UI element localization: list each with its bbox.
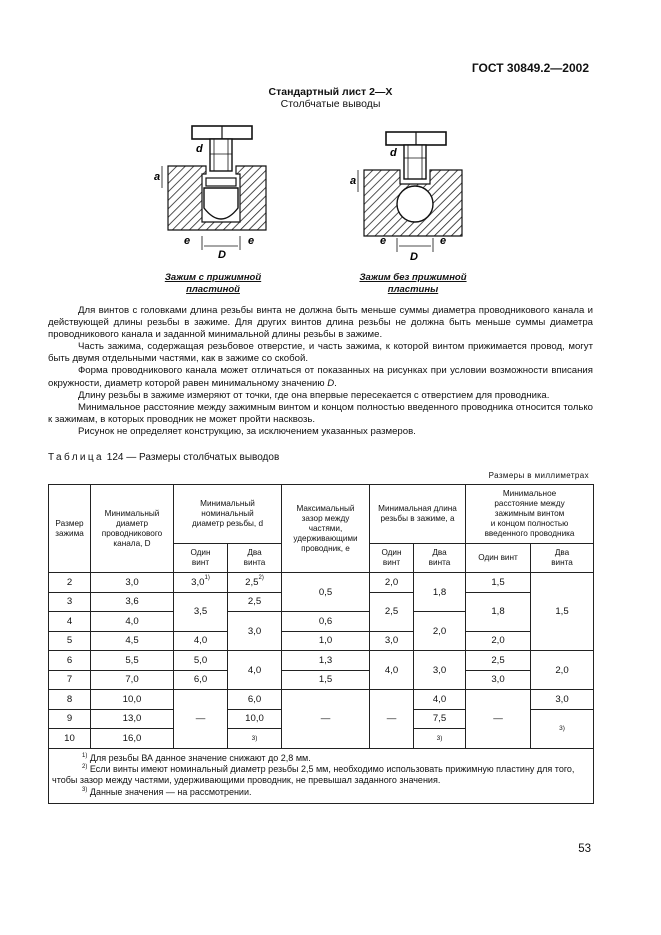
table-cell: 1,5 — [466, 573, 531, 593]
table-cell: 3,0$^{1)}$ — [174, 573, 228, 593]
table-cell: 2,5 — [228, 592, 282, 612]
table-cell: 2 — [49, 573, 91, 593]
table-cell: 1,0 — [282, 631, 370, 651]
figure-without-clamping-plate — [348, 118, 478, 270]
table-cell: 3,0 — [91, 573, 174, 593]
table-cell: 1,5 — [282, 670, 370, 690]
dim-D-label-2: D — [410, 251, 418, 263]
table-cell: — — [282, 690, 370, 749]
dimensions-table — [48, 484, 594, 804]
table-caption: Таблица 124 — Размеры столбчатых выводов — [48, 452, 280, 463]
header-distance: Минимальное расстояние между зажимным винтом и концом полностью введенного проводника — [466, 485, 594, 544]
table-row — [49, 631, 594, 651]
caption-with-plate: Зажим с прижимной пластиной — [164, 272, 262, 295]
dim-e-left-label-2: e — [380, 235, 387, 247]
header-one-screw: Один винт — [466, 544, 531, 573]
header-d: Минимальный номинальный диаметр резьбы, d — [174, 485, 282, 544]
table-row — [49, 651, 594, 671]
table-cell: 4 — [49, 612, 91, 632]
table-row — [49, 573, 594, 593]
table-cell: 1,8 — [466, 592, 531, 631]
header-one-screw: Один винт — [174, 544, 228, 573]
table-cell: 3,0 — [370, 631, 414, 651]
table-cell: 9 — [49, 709, 91, 729]
table-cell: 4,0 — [174, 631, 228, 651]
table-cell: 3,5 — [174, 592, 228, 631]
dim-e-left-label: e — [184, 235, 191, 247]
table-cell: 3,6 — [91, 592, 174, 612]
table-cell: 8 — [49, 690, 91, 710]
dim-D-label: D — [218, 249, 226, 261]
table-row — [49, 670, 594, 690]
dim-a-label-2: a — [350, 175, 357, 187]
table-cell: 2,5$^{2)}$ — [228, 573, 282, 593]
caption-without-plate: Зажим без прижимной пластины — [359, 272, 467, 295]
table-cell: 2,5 — [466, 651, 531, 671]
table-cell: 4,0 — [414, 690, 466, 710]
paragraph: Для винтов с головками длина резьбы винта не должна быть меньше суммы диаметра проводникового канала и действующей длины резьбы в зажиме. Для других винтов длина резьбы не должна быть меньше суммы диаметра проводникового канала и заданной минимальной длины резьбы в зажиме. — [48, 305, 593, 341]
header-two-screws: Два винта — [531, 544, 594, 573]
table-cell: 4,5 — [91, 631, 174, 651]
table-row — [49, 690, 594, 710]
body-text — [48, 305, 593, 438]
table-cell: 5,0 — [174, 651, 228, 671]
table-cell: 3,0 — [414, 651, 466, 690]
table-cell: 4,0 — [228, 651, 282, 690]
paragraph: Минимальное расстояние между зажимным винтом и концом полностью введенного проводника относится только к зажимам, в которых проводник не может пройти насквозь. — [48, 401, 593, 425]
table-cell: 4,0 — [91, 612, 174, 632]
table-cell: 10,0 — [228, 709, 282, 729]
header-e: Максимальный зазор между частями, удерживающими проводник, e — [282, 485, 370, 573]
dim-e-right-label: e — [248, 235, 255, 247]
table-cell: 0,5 — [282, 573, 370, 612]
dim-a-label: a — [154, 171, 161, 183]
table-cell: 2,0 — [466, 631, 531, 651]
table-cell: — — [370, 690, 414, 749]
table-cell: 16,0 — [91, 729, 174, 749]
header-size: Размер зажима — [49, 485, 91, 573]
table-cell: 3) — [531, 709, 594, 748]
table-cell: 7 — [49, 670, 91, 690]
sheet-subtitle: Столбчатые выводы — [280, 98, 381, 110]
page-number: 53 — [578, 843, 591, 855]
dim-e-right-label-2: e — [440, 235, 447, 247]
table-cell: 5 — [49, 631, 91, 651]
header-two-screws: Два винта — [228, 544, 282, 573]
figure-with-clamping-plate — [148, 118, 278, 270]
table-cell: 0,6 — [282, 612, 370, 632]
table-cell: 3) — [414, 729, 466, 749]
header-one-screw: Один винт — [370, 544, 414, 573]
standard-number: ГОСТ 30849.2—2002 — [471, 61, 589, 75]
table-cell: 13,0 — [91, 709, 174, 729]
dim-d-label: d — [196, 143, 203, 155]
table-cell: 6,0 — [174, 670, 228, 690]
table-cell: 7,0 — [91, 670, 174, 690]
table-cell: 10 — [49, 729, 91, 749]
paragraph: Длину резьбы в зажиме измеряют от точки, где она впервые пересекается с отверстием для проводника. — [78, 389, 550, 401]
units-note: Размеры в миллиметрах — [488, 471, 589, 480]
table-cell: 5,5 — [91, 651, 174, 671]
table-cell: 6,0 — [228, 690, 282, 710]
sheet-title: Стандартный лист 2—X — [268, 86, 393, 98]
table-cell: — — [174, 690, 228, 749]
table-cell: 3,0 — [466, 670, 531, 690]
header-D: Минимальный диаметр проводникового канала, D — [91, 485, 174, 573]
paragraph: Форма проводникового канала может отличаться от показанных на рисунках при условии возможности вписания окружности, диаметр которой равен минимальному значению D. — [48, 365, 593, 389]
paragraph: Часть зажима, содержащая резьбовое отверстие, и часть зажима, к которой винтом прижимается провод, могут быть двумя отдельными частями, как в зажиме со скобой. — [48, 341, 593, 365]
table-cell: 1,3 — [282, 651, 370, 671]
header-a: Минимальная длина резьбы в зажиме, a — [370, 485, 466, 544]
table-cell: 3 — [49, 592, 91, 612]
table-cell: 3,0 — [531, 690, 594, 710]
header-two-screws: Два винта — [414, 544, 466, 573]
table-cell: 1,5 — [531, 573, 594, 651]
table-cell: 6 — [49, 651, 91, 671]
table-cell: 1,8 — [414, 573, 466, 612]
table-cell: — — [466, 690, 531, 749]
table-cell: 2,0 — [531, 651, 594, 690]
table-cell: 7,5 — [414, 709, 466, 729]
table-cell: 2,0 — [414, 612, 466, 651]
table-cell: 2,5 — [370, 592, 414, 631]
table-footnotes: $^{1)}$ Для резьбы ВА данное значение снижают до 2,8 мм. $^{2)}$ Если винты имеют номинальный диаметр резьбы 2,5 мм, необходимо использовать прижимную пластину для того, чтобы зазор между частями, удерживающими проводник, не превышал заданного значения. $^{3)}$ Данные значения — на рассмотрении. — [49, 748, 594, 804]
table-cell: 2,0 — [370, 573, 414, 593]
table-cell: 3,0 — [228, 612, 282, 651]
table-cell: 10,0 — [91, 690, 174, 710]
paragraph: Рисунок не определяет конструкцию, за исключением указанных размеров. — [78, 425, 416, 437]
table-cell: 4,0 — [370, 651, 414, 690]
dim-d-label-2: d — [390, 147, 397, 159]
table-cell: 3) — [228, 729, 282, 749]
